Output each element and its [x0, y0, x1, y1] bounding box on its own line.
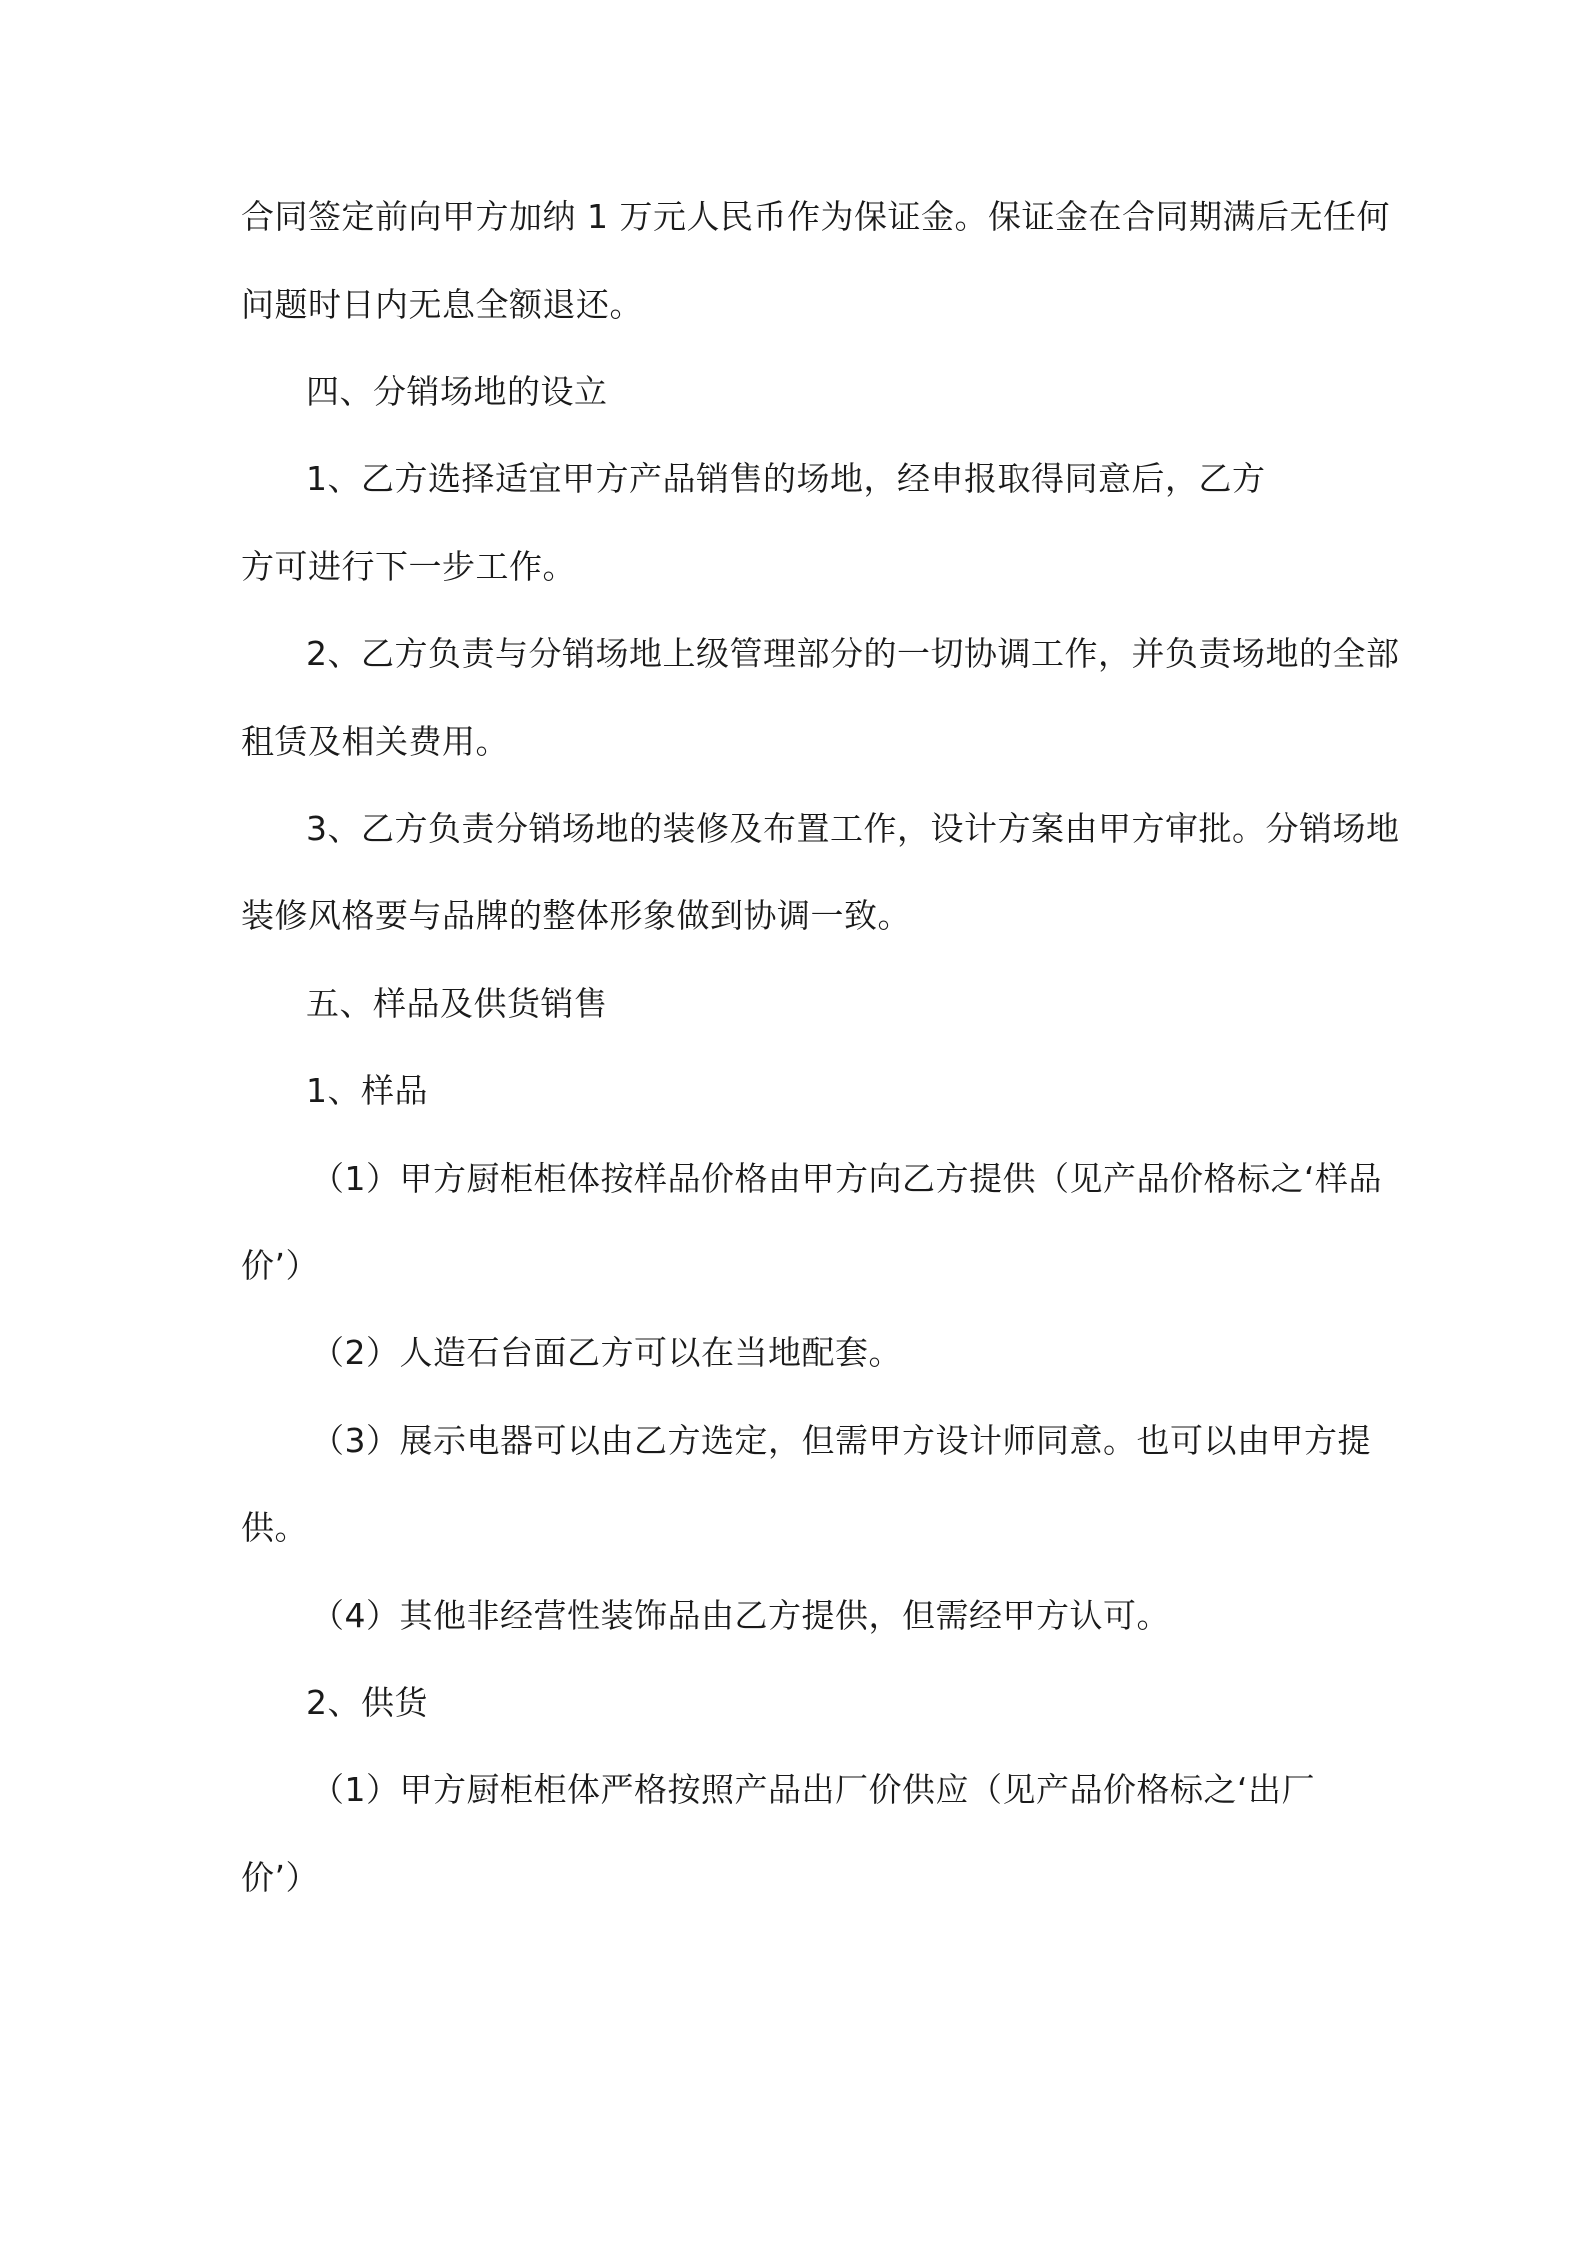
- subsection-heading: 1、样品: [306, 1071, 428, 1110]
- paragraph-line: 价’）: [241, 1858, 319, 1897]
- section-heading: 五、样品及供货销售: [306, 984, 608, 1023]
- paragraph-line: 3、乙方负责分销场地的装修及布置工作，设计方案由甲方审批。分销场地: [306, 809, 1400, 848]
- paragraph-line: （3）展示电器可以由乙方选定，但需甲方设计师同意。也可以由甲方提: [311, 1421, 1371, 1460]
- section-heading: 四、分销场地的设立: [306, 372, 608, 411]
- paragraph-line: （4）其他非经营性装饰品由乙方提供，但需经甲方认可。: [311, 1596, 1170, 1635]
- paragraph-line: 供。: [241, 1508, 308, 1547]
- paragraph-line: 合同签定前向甲方加纳 1 万元人民币作为保证金。保证金在合同期满后无任何: [241, 197, 1390, 236]
- paragraph-line: 2、乙方负责与分销场地上级管理部分的一切协调工作，并负责场地的全部: [306, 634, 1400, 673]
- paragraph-line: 1、乙方选择适宜甲方产品销售的场地，经申报取得同意后，乙方: [306, 459, 1266, 498]
- paragraph-line: 方可进行下一步工作。: [241, 547, 576, 586]
- paragraph-line: 装修风格要与品牌的整体形象做到协调一致。: [241, 896, 911, 935]
- paragraph-line: 租赁及相关费用。: [241, 722, 509, 761]
- paragraph-line: 问题时日内无息全额退还。: [241, 285, 643, 324]
- subsection-heading: 2、供货: [306, 1683, 428, 1722]
- paragraph-line: 价’）: [241, 1246, 319, 1285]
- paragraph-line: （1）甲方厨柜柜体按样品价格由甲方向乙方提供（见产品价格标之‘样品: [311, 1159, 1382, 1198]
- paragraph-line: （2）人造石台面乙方可以在当地配套。: [311, 1333, 902, 1372]
- paragraph-line: （1）甲方厨柜柜体严格按照产品出厂价供应（见产品价格标之‘出厂: [311, 1770, 1315, 1809]
